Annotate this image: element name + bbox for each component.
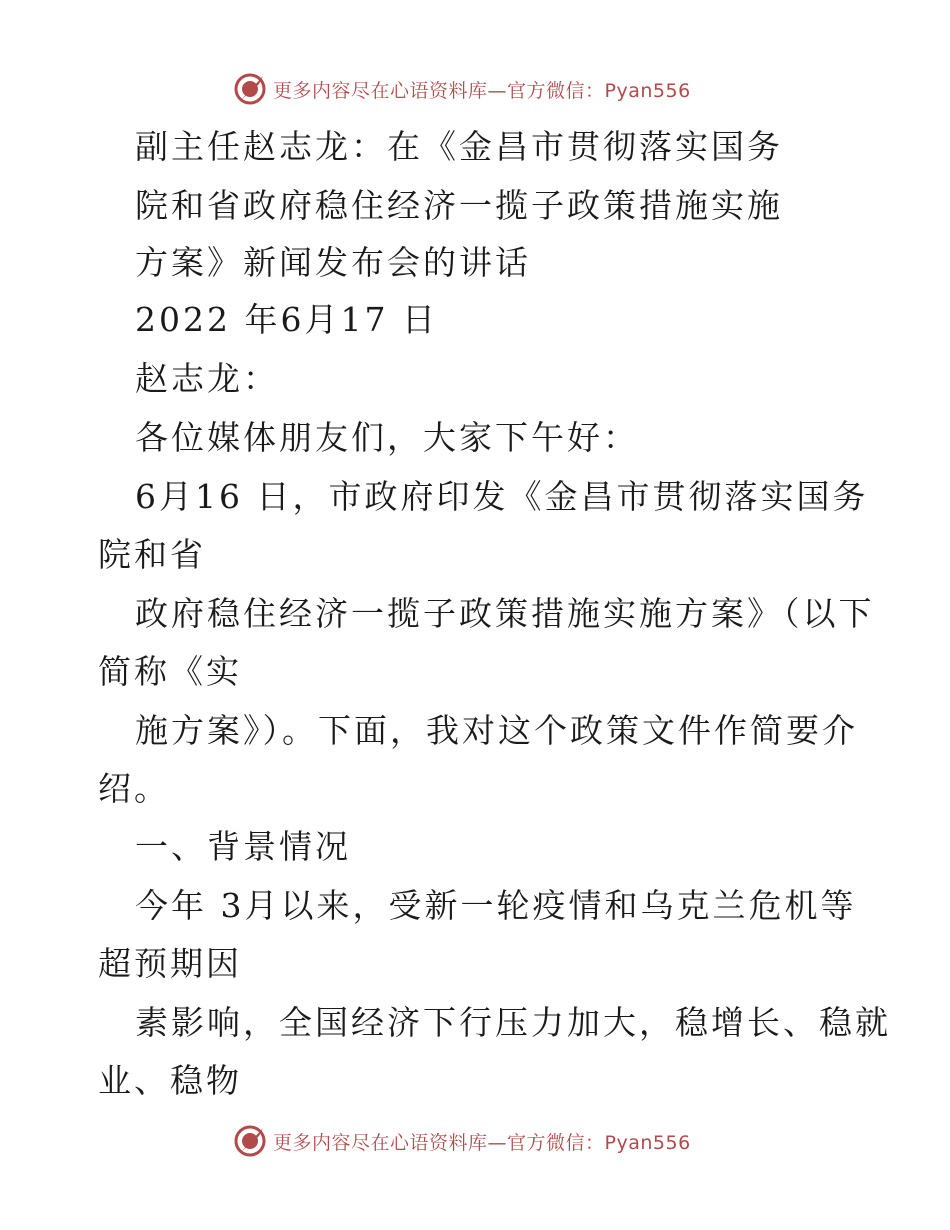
paragraph-line: 简称《实 bbox=[98, 652, 242, 691]
paragraph-line: 超预期因 bbox=[98, 944, 242, 983]
paragraph-line: 素影响，全国经济下行压力加大，稳增长、稳就 bbox=[135, 1003, 891, 1042]
speaker-line: 赵志龙： bbox=[135, 359, 279, 398]
section-heading: 一、背景情况 bbox=[135, 827, 351, 866]
watermark-bottom bbox=[233, 1124, 691, 1158]
greeting-line: 各位媒体朋友们，大家下午好： bbox=[135, 418, 639, 457]
quill-pen-seal-icon bbox=[233, 1124, 267, 1158]
watermark-text: 更多内容尽在心语资料库—官方微信：Pyan556 bbox=[273, 79, 691, 102]
paragraph-line: 施方案》）。下面，我对这个政策文件作简要介 bbox=[135, 711, 858, 750]
paragraph-line: 业、稳物 bbox=[98, 1061, 242, 1100]
paragraph-line: 6月16 日，市政府印发《金昌市贯彻落实国务 bbox=[135, 477, 869, 516]
title-line-1: 副主任赵志龙：在《金昌市贯彻落实国务 bbox=[135, 127, 783, 166]
paragraph-line: 院和省 bbox=[98, 535, 206, 574]
watermark-top bbox=[233, 72, 691, 106]
paragraph-line: 今年 3月以来，受新一轮疫情和乌克兰危机等 bbox=[135, 886, 857, 925]
title-line-2: 院和省政府稳住经济一揽子政策措施实施 bbox=[135, 186, 783, 225]
quill-pen-seal-icon bbox=[233, 72, 267, 106]
date-line: 2022 年6月17 日 bbox=[135, 300, 438, 339]
watermark-text: 更多内容尽在心语资料库—官方微信：Pyan556 bbox=[273, 1131, 691, 1154]
paragraph-line: 政府稳住经济一揽子政策措施实施方案》（以下 bbox=[135, 594, 875, 633]
title-line-3: 方案》新闻发布会的讲话 bbox=[135, 243, 531, 282]
paragraph-line: 绍。 bbox=[98, 769, 170, 808]
